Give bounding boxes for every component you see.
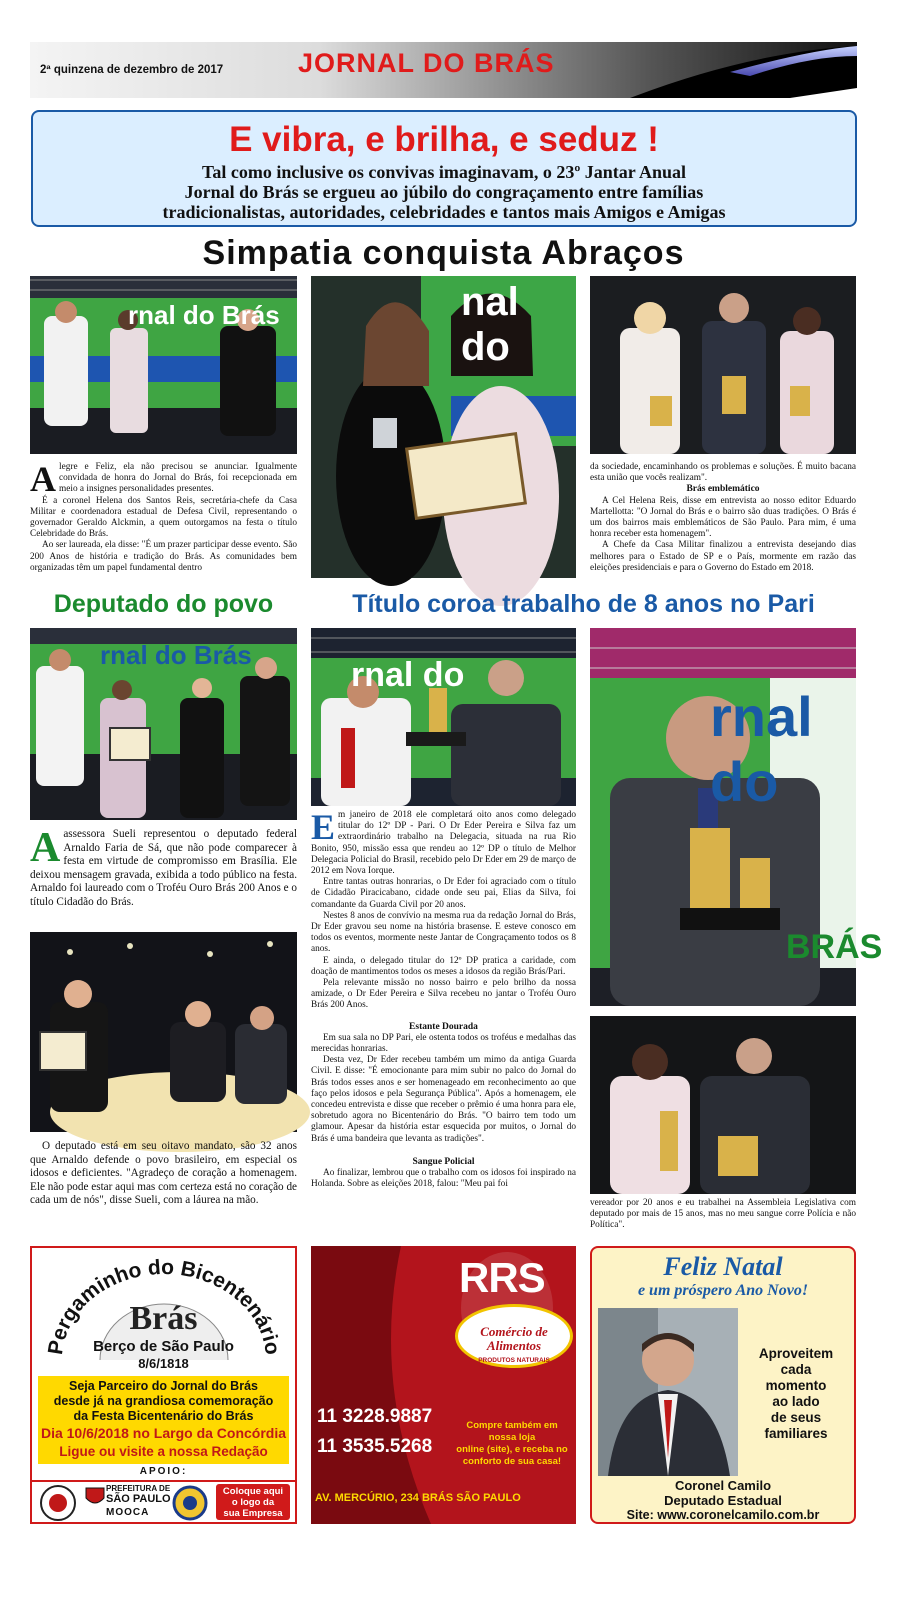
- rrs-ring-text: PRODUTOS NATURAIS: [478, 1357, 550, 1364]
- rrs-brand: RRS: [459, 1254, 545, 1301]
- section3-p8: Ao finalizar, lembrou que o trabalho com os idosos foi inspirado na Holanda. Sobre as eleições 2018, falou: "Meu pai foi: [311, 1168, 576, 1190]
- gcm-badge-icon: [172, 1485, 208, 1521]
- section1-col3-subtitle: Brás emblemático: [686, 484, 760, 495]
- natal-message: [740, 1346, 852, 1442]
- section3-col3-cont: vereador por 20 anos e eu trabalhei na Assembleia Legislativa com deputado por mais de 15 anos, mas no meu sangue corre Polícia e não Política".: [590, 1198, 856, 1231]
- natal-msg-5: de seus: [770, 1410, 822, 1425]
- rrs-shop-box: [453, 1420, 571, 1468]
- photo7-bras-text: BRÁS: [786, 928, 883, 966]
- main-headline: E vibra, e brilha, e seduz !: [229, 120, 659, 159]
- coloque-line-1: Coloque aqui: [222, 1486, 284, 1497]
- banner-subhead-3: tradicionalistas, autoridades, celebridades e tantos mais Amigos e Amigas: [162, 202, 726, 222]
- bicentenario-berco: Berço de São Paulo: [93, 1338, 234, 1355]
- section3-p3: Nestes 8 anos de convívio na mesma rua da redação Jornal do Brás, Dr Eder gravou seu nome na história brasense. E esteve conosco em todos os eventos, mormente neste Jantar de Congraçamento todos os 8 anos.: [311, 910, 576, 955]
- section2-text-top: [30, 825, 297, 910]
- coloque-logo-box: [216, 1484, 290, 1520]
- rrs-shop-2: online (site), e receba no: [456, 1444, 568, 1455]
- policia-badge-icon: [38, 1484, 78, 1522]
- banner-subhead-1: Tal como inclusive os convivas imaginavam, o 23º Jantar Anual: [202, 162, 686, 182]
- section1-title: Simpatia conquista Abraços: [202, 234, 685, 272]
- section1-col3-p1: A Cel Helena Reis, disse em entrevista ao nosso editor Eduardo Martellotta: "O Jornal do Brás e o bairro são duas tradições. O Brás é um dos bairros mais emblemáticos de São Paulo. Para mim, é uma honra receber esta homenagem".: [590, 495, 856, 540]
- photo-stage-singer-helena: [30, 276, 297, 454]
- headline-banner: [31, 110, 857, 227]
- section3-continuation-text: [590, 1198, 856, 1232]
- photo-delegado-trophies: [590, 628, 883, 1006]
- bicentenario-date: 8/6/1818: [138, 1356, 189, 1371]
- bicentenario-promo-3: da Festa Bicentenário do Brás: [73, 1409, 254, 1423]
- ad-rrs-alimentos: [311, 1246, 576, 1524]
- photo-dinner-table: [30, 932, 297, 1132]
- bicentenario-promo-box: [38, 1376, 289, 1464]
- photo-two-women-certificate: [311, 276, 576, 578]
- bicentenario-promo-1: Seja Parceiro do Jornal do Brás: [69, 1379, 258, 1393]
- section1-col1-p2: É a coronel Helena dos Santos Reis, secretária-chefe da Casa Militar e coordenadora estadual de Defesa Civil, representando o governador Geraldo Alckmin, a quem outorgamos na festa o título Celebridade do Brás.: [30, 495, 297, 540]
- section3-subtitle-estante: Estante Dourada: [409, 1021, 478, 1032]
- section3-p1: m janeiro de 2018 ele completará oito anos como delegado titular do 12º DP - Pari. O Dr Eder Pereira e Silva faz um extraordinário trabalho na Delegacia, situada na rua Rio Bonito, 950, missão essa que rendeu ao 12º DP o título de Melhor Delegacia Policial do Brasil, recebido pelo Dr Eder em 29 de março de 2012 em Nova Iorque.: [311, 810, 576, 877]
- natal-subtitle: e um próspero Ano Novo!: [637, 1282, 809, 1299]
- rrs-shop-3: conforto de sua casa!: [462, 1456, 562, 1467]
- photo4-banner-text: rnal do Brás: [100, 640, 252, 670]
- photo7-banner-text: rnal do: [710, 685, 813, 813]
- natal-msg-6: familiares: [764, 1426, 828, 1441]
- section3-subtitle-sangue: Sangue Policial: [412, 1156, 475, 1167]
- ad-bicentenario: [30, 1246, 297, 1524]
- bicentenario-promo-2: desde já na grandiosa comemoração: [53, 1394, 274, 1408]
- prefeitura-big: SÃO PAULO: [106, 1493, 171, 1505]
- masthead-title: JORNAL DO BRÁS: [298, 48, 555, 78]
- section2-dropcap: A: [30, 825, 61, 871]
- photo-stage-sueli-certificate: [30, 628, 297, 820]
- photo6-banner-text: rnal do: [351, 656, 465, 694]
- rrs-phone-2: 11 3535.5268: [317, 1436, 433, 1457]
- prefeitura-small: PREFEITURA DE: [106, 1484, 171, 1493]
- section1-col1-p3: Ao ser laureada, ela disse: "É um prazer participar desse evento. São 200 Anos de história e tradição do Brás. As comunidades bem organizadas têm um papel fundamental dentro: [30, 540, 297, 573]
- prefeitura-crest-icon: [84, 1486, 106, 1508]
- photo-trophy-presentation: [311, 628, 576, 806]
- section1-col1-p1: legre e Feliz, ela não precisou se anunciar. Igualmente convidada de honra do Jornal do Brás, foi recepcionada em meio a insignes personalidades presentes.: [59, 462, 297, 495]
- bicentenario-arc-text: Pergaminho do Bicentenário: [44, 1255, 284, 1357]
- coloque-line-3: sua Empresa: [223, 1508, 283, 1519]
- section3-p7: Desta vez, Dr Eder recebeu também um mimo da antiga Guarda Civil. E disse: "É emocionante para mim subir no palco do Jornal do Brás todos esses anos e ser homenageado em reconhecimento ao que faço pelos idosos e pela Segurança Pública". Após a homenagem, ele concedeu entrevista e disse que receber o prêmio é uma honra para ele, sobretudo agora no Bicentenário do Brás. "O bairro tem todo um glamour. Apesar da história estar esquecida por muitos, o Jornal do Brás é uma bandeira que levanta as tradições".: [311, 1055, 576, 1144]
- natal-msg-4: ao lado: [772, 1394, 820, 1409]
- rrs-address: AV. MERCÚRIO, 234 BRÁS SÃO PAULO: [315, 1492, 521, 1504]
- photo-coronel-camilo: [598, 1308, 738, 1476]
- natal-title: Feliz Natal: [663, 1252, 783, 1281]
- section2-text-bottom: [30, 1140, 297, 1208]
- section1-col3-p2: A Chefe da Casa Militar finalizou a entrevista desejando dias melhores para o Estado de SP e o País, mormente em razão das eleições presidenciais e para o Governo do Estado em 2018.: [590, 540, 856, 573]
- section3-p6: Em sua sala no DP Pari, ele ostenta todos os troféus e medalhas das merecidas honrarias.: [311, 1032, 576, 1055]
- bicentenario-sponsor-strip: [32, 1480, 295, 1522]
- bicentenario-bras-word: Brás: [129, 1300, 198, 1337]
- ad-feliz-natal: [590, 1246, 856, 1524]
- prefeitura-sub: MOOCA: [106, 1507, 150, 1518]
- natal-role: Deputado Estadual: [664, 1493, 782, 1508]
- section3-dropcap: E: [311, 807, 336, 847]
- coloque-line-2: o logo da: [231, 1497, 275, 1508]
- natal-msg-1: Aproveitem: [758, 1346, 834, 1361]
- photo-woman-delegado-trophies: [590, 1016, 856, 1194]
- section3-column-text: [311, 807, 576, 1191]
- section3-p5: Pela relevante missão no nosso bairro e pelo brilho da nossa amizade, o Dr Eder Pereira e Silva recebeu no jantar o Troféu Ouro Brás 200 Anos.: [311, 978, 576, 1011]
- natal-site-link[interactable]: Site: www.coronelcamilo.com.br: [626, 1508, 820, 1522]
- rrs-tagline-badge: [455, 1304, 573, 1368]
- issue-date: 2ª quinzena de dezembro de 2017: [40, 64, 224, 76]
- photo-three-awardees: [590, 276, 856, 454]
- section2-title: Deputado do povo: [53, 590, 274, 618]
- natal-msg-2: cada: [780, 1362, 812, 1377]
- rrs-phone-1: 11 3228.9887: [317, 1406, 433, 1427]
- banner-subhead-2: Jornal do Brás se ergueu ao júbilo do congraçamento entre famílias: [184, 182, 704, 202]
- photo2-banner-text: nal do: [461, 280, 519, 369]
- rrs-shop-1: Compre também em nossa loja: [466, 1420, 558, 1443]
- bicentenario-apoio: APOIO:: [139, 1466, 188, 1477]
- section3-title: Título coroa trabalho de 8 anos no Pari: [352, 590, 815, 618]
- bicentenario-event: Dia 10/6/2018 no Largo da Concórdia: [40, 1425, 287, 1441]
- natal-msg-3: momento: [765, 1378, 827, 1393]
- section2-p2: O deputado está em seu oitavo mandato, são 32 anos que Arnaldo defende o povo brasileiro, em especial os idosos e deficientes. "Agradeço de coração a homenagem. Ele não pode estar aqui mas com certeza está no coração de cada um de nós", disse Sueli, com a láurea na mão.: [30, 1140, 297, 1207]
- section2-p1: assessora Sueli representou o deputado federal Arnaldo Faria de Sá, que não pode comparecer à festa em virtude de compromisso em Brasília. Ele deixou mensagem gravada, exibida a todo público na festa. Arnaldo foi laureado com o Troféu Ouro Brás 200 Anos e o título Cidadão do Brás.: [30, 828, 297, 908]
- header-bar: [30, 42, 857, 98]
- section1-dropcap: A: [30, 459, 56, 499]
- bicentenario-call: Ligue ou visite a nossa Redação: [59, 1444, 268, 1459]
- natal-name: Coronel Camilo: [674, 1478, 772, 1493]
- section1-col3-intro: da sociedade, encaminhando os problemas e soluções. É muito bacana esta união que vocês realizam".: [590, 462, 856, 484]
- photo1-banner-text: rnal do Brás: [128, 300, 280, 330]
- page-number: 3: [826, 66, 840, 97]
- rrs-tagline: Comércio de Alimentos: [480, 1324, 548, 1353]
- section3-p4: E ainda, o delegado titular do 12º DP pratica a caridade, com doação de mantimentos todos os meses a idosos da região Brás/Pari.: [311, 955, 576, 977]
- section1-column1-text: [30, 459, 297, 574]
- section1-column3-text: [590, 462, 856, 574]
- section3-p2: Entre tantas outras honrarias, o Dr Eder foi agraciado com o título de Cidadão Piracicabano, cidade onde seu pai, Elias da Silva, foi comandante da Guarda Civil por 20 anos.: [311, 877, 576, 910]
